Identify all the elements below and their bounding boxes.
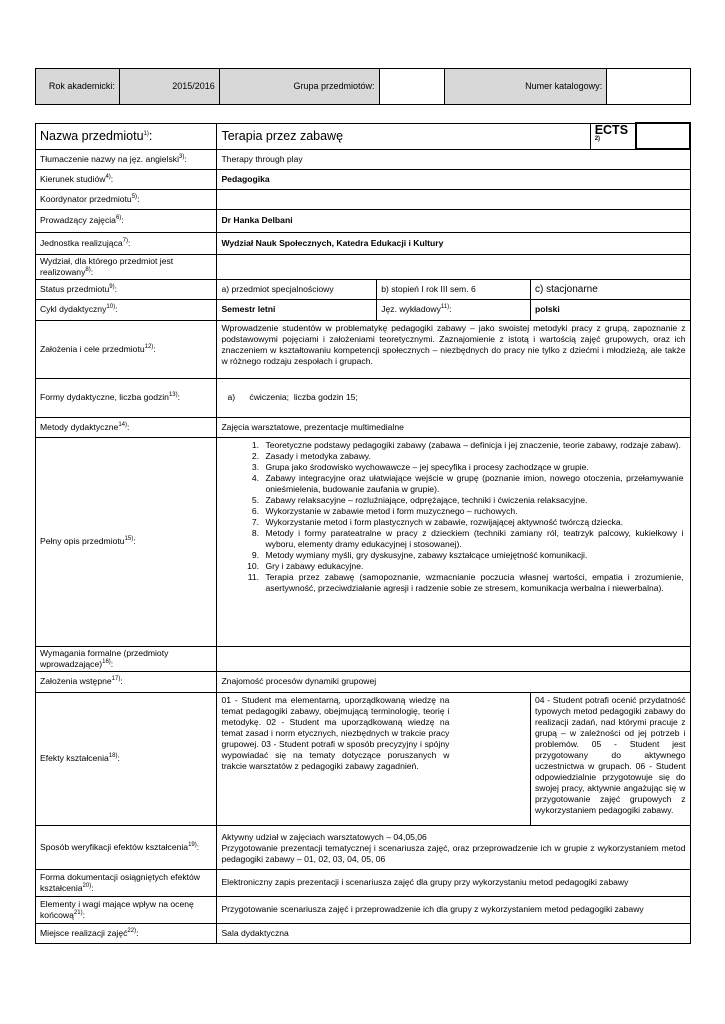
jezyk-label: Jęz. wykładowy$^{11)}$: [377, 299, 531, 320]
kierunek-value: Pedagogika [217, 169, 690, 189]
tlumaczenie-value: Therapy through play [217, 149, 690, 169]
nazwa-label: Nazwa przedmiotu$^{1)}$: [36, 123, 217, 149]
status-b: b) stopień I rok III sem. 6 [377, 279, 531, 299]
opis-list [221, 440, 683, 594]
wymagania-label: Wymagania formalne (przedmioty wprowadzające)$^{16)}$: [36, 646, 217, 671]
ects-label: ECTS $^{2)}$ [590, 123, 636, 149]
jezyk-value: polski [530, 299, 690, 320]
efekty-left: 01 - Student ma elementarną, uporządkowaną wiedzę na temat pedagogiki zabawy, obejmującą terminologię, teorię i metodykę. 02 - Student ma uporządkowaną wiedzę na temat zasad i norm etycznych, niezbędnych w trakcie pracy grupowej. 03 - Student potrafi w sposób precyzyjny i spójny wypowiadać się na tematy dotyczące poruszanych w trakcie warsztatów z pedagogiki zabawy zagadnień. [221, 694, 450, 771]
koordynator-label: Koordynator przedmiotu$^{5)}$: [36, 189, 217, 209]
jednostka-value: Wydział Nauk Społecznych, Katedra Edukacji i Kultury [217, 232, 690, 254]
wstepne-value: Znajomość procesów dynamiki grupowej [217, 671, 690, 692]
ocena-value: Przygotowanie scenariusza zajęć i przeprowadzenie ich dla grupy z wykorzystaniem metod pedagogiki zabawy [217, 896, 690, 923]
prowadzacy-label: Prowadzący zajęcia$^{6)}$: [36, 209, 217, 232]
numer-katalogowy-value [607, 69, 691, 105]
grupa-przedmiotow-value [379, 69, 445, 105]
dokumentacja-value: Elektroniczny zapis prezentacji i scenariusza zajęć dla grupy przy wykorzystaniu metod pedagogiki zabawy [217, 869, 690, 896]
metody-value: Zajęcia warsztatowe, prezentacje multimedialne [217, 417, 690, 437]
ocena-label: Elementy i wagi mające wpływ na ocenę końcową$^{21)}$: [36, 896, 217, 923]
jednostka-label: Jednostka realizująca$^{7)}$: [36, 232, 217, 254]
prowadzacy-value: Dr Hanka Delbani [217, 209, 690, 232]
opis-item: 9. Metody wymiany myśli, gry dyskusyjne, zabawy kształcące umiejętność komunikacji. [261, 550, 683, 561]
header-table [35, 68, 691, 105]
opis-item: 6. Wykorzystanie w zabawie metod i form muzycznego – ruchowych. [261, 506, 683, 517]
wydzial-value [217, 254, 690, 279]
rok-akademicki-label: Rok akademicki: [36, 69, 120, 105]
opis-item: 3. Grupa jako środowisko wychowawcze – jej specyfika i procesy zachodzące w grupie. [261, 462, 683, 473]
zalozenia-label: Założenia i cele przedmiotu$^{12)}$: [36, 320, 217, 378]
wstepne-label: Założenia wstępne$^{17)}$: [36, 671, 217, 692]
kierunek-label: Kierunek studiów$^{4)}$: [36, 169, 217, 189]
dokumentacja-label: Forma dokumentacji osiągniętych efektów kształcenia$^{20)}$: [36, 869, 217, 896]
opis-item: 2. Zasady i metodyka zabawy. [261, 451, 683, 462]
efekty-left-cell [217, 692, 531, 825]
nazwa-value: Terapia przez zabawę [217, 123, 590, 149]
numer-katalogowy-label: Numer katalogowy: [445, 69, 607, 105]
cykl-label: Cykl dydaktyczny$^{10)}$: [36, 299, 217, 320]
ects-value [636, 123, 690, 149]
metody-label: Metody dydaktyczne$^{14)}$: [36, 417, 217, 437]
status-c: c) stacjonarne [530, 279, 690, 299]
tlumaczenie-label: Tłumaczenie nazwy na jęz. angielski$^{3)}$: [36, 149, 217, 169]
opis-label: Pełny opis przedmiotu$^{15)}$: [36, 437, 217, 646]
opis-value [217, 437, 690, 646]
opis-item: 8. Metody i formy parateatralne w pracy z dzieckiem (techniki zamiany ról, teatrzyk palcowy, kukiełkowy i wyboru, elementy dramy edukacyjnej i stosowanej). [261, 528, 683, 550]
weryfikacja-label: Sposób weryfikacji efektów kształcenia$^{19)}$: [36, 825, 217, 869]
rok-akademicki-value: 2015/2016 [119, 69, 219, 105]
cykl-value: Semestr letni [217, 299, 377, 320]
wydzial-label: Wydział, dla którego przedmiot jest realizowany$^{8)}$: [36, 254, 217, 279]
formy-label: Formy dydaktyczne, liczba godzin$^{13)}$: [36, 378, 217, 417]
zalozenia-value: Wprowadzenie studentów w problematykę pedagogiki zabawy – jako swoistej metodyki pracy z grupą, zapoznanie z podstawowymi pojęciami i założeniami teoretycznymi. Zaznajomienie z istotą i wartością zajęć grupowych, oraz ich znaczeniem w kształtowaniu kompetencji społecznych – niezbędnych do pracy nie tylko z dziećmi i młodzieżą, ale także w różnego rodzaju zespołach i grupach. [217, 320, 690, 378]
opis-item: 5. Zabawy relaksacyjne – rozluźniające, odprężające, techniki i ćwiczenia relaksacyjne. [261, 495, 683, 506]
opis-item: 1. Teoretyczne podstawy pedagogiki zabawy (zabawa – definicja i jej znaczenie, teorie zabawy, rodzaje zabaw). [261, 440, 683, 451]
weryfikacja-line: Przygotowanie prezentacji tematycznej i scenariusza zajęć, oraz przeprowadzenie ich w grupie z wykorzystaniem metod pedagogiki zabawy – 01, 02, 03, 04, 05, 06 [221, 842, 686, 864]
grupa-przedmiotow-label: Grupa przedmiotów: [219, 69, 379, 105]
weryfikacja-value [217, 825, 690, 869]
opis-item: 7. Wykorzystanie metod i form plastycznych w zabawie, rozwijającej aktywność twórczą dziecka. [261, 517, 683, 528]
weryfikacja-line: Aktywny udział w zajęciach warsztatowych – 04,05,06 [221, 831, 427, 842]
miejsce-label: Miejsce realizacji zajęć$^{22)}$: [36, 923, 217, 943]
wymagania-value [217, 646, 690, 671]
miejsce-value: Sala dydaktyczna [217, 923, 690, 943]
status-a: a) przedmiot specjalnościowy [217, 279, 377, 299]
efekty-right: 04 - Student potrafi ocenić przydatność typowych metod pedagogiki zabawy do realizacji zadań, nad którymi pracuje z grupą – w zależności od jej potrzeb i problemów. 05 - Student jest przygotowany do aktywnego uczestnictwa w grupach. 06 - Student odpowiedzialnie przygotowuje się do swojej pracy, aktywnie angażując się w przygotowanie zajęć grupowych z wykorzystaniem pedagogiki zabawy. [530, 692, 690, 825]
koordynator-value [217, 189, 690, 209]
opis-item: 10. Gry i zabawy edukacyjne. [261, 561, 683, 572]
course-table [35, 122, 691, 944]
opis-item: 4. Zabawy integracyjne oraz ułatwiające wejście w grupę (poznanie imion, nowego otoczenia, przełamywanie onieśmielenia, budowanie zaufania w grupie). [261, 473, 683, 495]
status-label: Status przedmiotu$^{9)}$: [36, 279, 217, 299]
efekty-label: Efekty kształcenia$^{18)}$: [36, 692, 217, 825]
formy-value: a) ćwiczenia; liczba godzin 15; [217, 378, 690, 417]
opis-item: 11. Terapia przez zabawę (samopoznanie, wzmacnianie poczucia własnej wartości, empatia i zrozumienie, asertywność, przeciwdziałanie agresji i radzenie sobie ze stresem, komunikacja werbalna i niewerbalna). [261, 572, 683, 594]
